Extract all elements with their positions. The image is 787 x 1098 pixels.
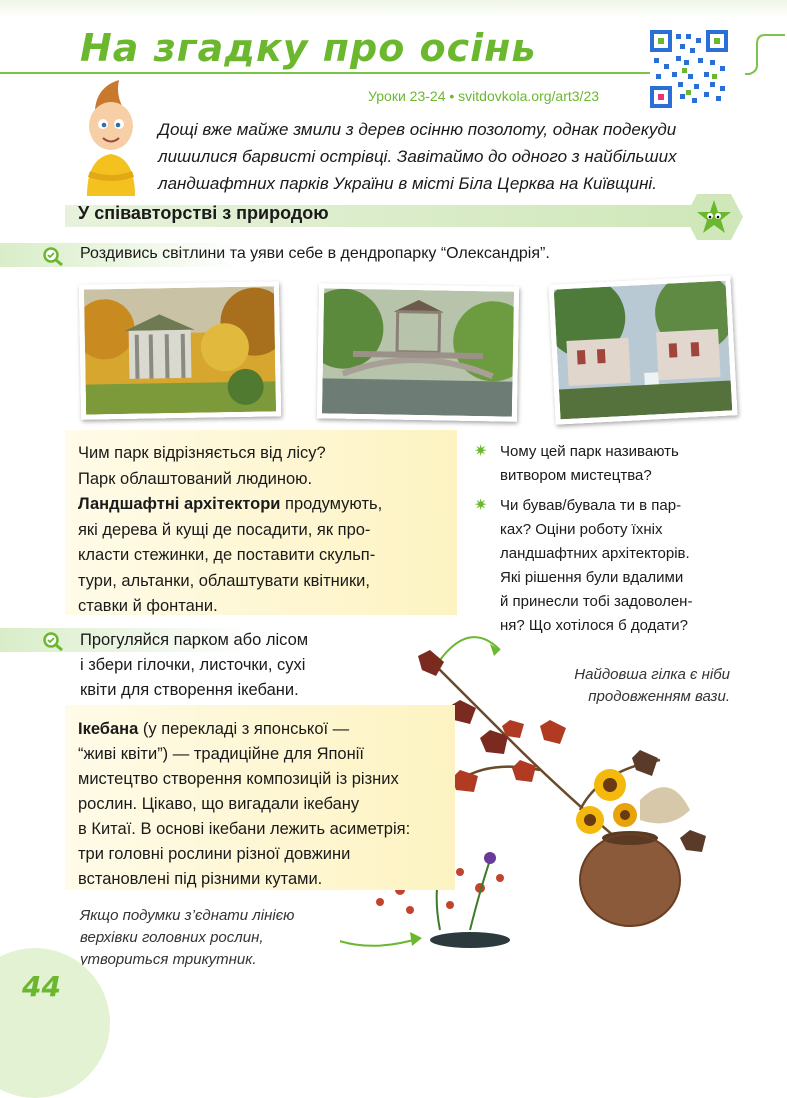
- question-line: Чому цей парк називають: [500, 443, 679, 460]
- list-item: [474, 440, 744, 488]
- qr-code-icon[interactable]: [650, 30, 728, 108]
- note-line: утвориться трикутник.: [80, 951, 257, 968]
- branch-note: [530, 664, 730, 708]
- lesson-link[interactable]: Уроки 23-24 • svitdovkola.org/art3/23: [368, 88, 600, 104]
- leaf-star-icon: [683, 192, 745, 242]
- title-underline: [0, 72, 650, 74]
- task-line: і збери гілочки, листочки, сухі: [80, 656, 306, 674]
- architects-line: [78, 492, 448, 518]
- ikebana-line-1-rest: (у перекладі з японської —: [138, 720, 350, 738]
- architects-line-3: класти стежинки, де поставити скульп-: [78, 546, 376, 564]
- note-line: Найдовша гілка є ніби: [574, 666, 730, 683]
- question-list: [474, 440, 744, 644]
- park-photo-ruins: [548, 275, 737, 424]
- park-photo-bridge: [317, 283, 519, 421]
- question-line: ня? Що хотілося б додати?: [500, 617, 688, 634]
- note-line: Якщо подумки з’єднати лінією: [80, 907, 295, 924]
- green-star-bullet-icon: ✷: [474, 443, 488, 460]
- term-ikebana: Ікебана: [78, 720, 139, 738]
- section-title: У співавторстві з природою: [78, 203, 329, 223]
- task-line: Прогуляйся парком або лісом: [80, 631, 309, 649]
- architects-line-rest: продумують,: [280, 495, 383, 513]
- ikebana-line: три головні рослини різної довжини: [78, 845, 351, 863]
- answer-text: Парк облаштований людиною.: [78, 469, 313, 488]
- arrow-bottom: [340, 920, 420, 946]
- decorative-curve: [745, 30, 787, 80]
- ikebana-line: в Китаї. В основі ікебани лежить асиметрія:: [78, 820, 411, 838]
- architects-line-5: ставки й фонтани.: [78, 597, 218, 615]
- question-line: й принесли тобі задоволен-: [500, 593, 693, 610]
- park-vs-forest-text: [78, 441, 448, 620]
- ikebana-line: встановлені під різними кутами.: [78, 870, 323, 888]
- question-line: Чи бував/бувала ти в пар-: [500, 497, 682, 514]
- question-line: витвором мистецтва?: [500, 467, 652, 484]
- term-landscape-architects: Ландшафтні архітектори: [78, 495, 281, 513]
- green-star-bullet-icon: ✷: [474, 497, 488, 514]
- question-line: ках? Оціни роботу їхніх: [500, 521, 663, 538]
- note-line: продовженням вази.: [588, 688, 730, 705]
- arrow-top: [440, 637, 500, 660]
- ikebana-line: мистецтво створення композицій із різних: [78, 770, 399, 788]
- magnifier-icon: [42, 631, 64, 651]
- ikebana-text: [78, 717, 478, 892]
- question-line: Які рішення були вдалими: [500, 569, 684, 586]
- park-photo-pavilion: [79, 281, 281, 419]
- question-text: Чим парк відрізняється від лісу?: [78, 444, 326, 462]
- page-title: На згадку про осінь: [80, 26, 537, 70]
- question-line: ландшафтних архітекторів.: [500, 545, 690, 562]
- intro-paragraph: Дощі вже майже змили з дерев осінню позолоту, однак подекуди лишилися барвисті острівці. Завітаймо до одного з найбільших ландшафтних парків України в місті Біла Церква на Київщині.: [158, 120, 677, 193]
- page-number: 44: [22, 970, 61, 1003]
- boy-character-illustration: [75, 78, 147, 196]
- architects-line-4: тури, альтанки, облаштувати квітники,: [78, 571, 370, 590]
- ikebana-line: рослин. Цікаво, що вигадали ікебану: [78, 795, 360, 813]
- task-instruction-2: [80, 628, 380, 703]
- top-banner: [0, 0, 787, 18]
- task-line: квіти для створення ікебани.: [80, 681, 299, 699]
- list-item: [474, 494, 744, 638]
- ikebana-line: “живі квіти”) — традиційне для Японії: [78, 745, 364, 763]
- task-instruction: Роздивись світлини та уяви себе в дендропарку “Олександрія”.: [80, 245, 550, 262]
- architects-line-2: які дерева й кущі де посадити, як про-: [78, 520, 371, 539]
- ikebana-line-1: [78, 717, 478, 742]
- triangle-note: [80, 905, 310, 971]
- magnifier-icon: [42, 246, 64, 266]
- note-line: верхівки головних рослин,: [80, 929, 264, 946]
